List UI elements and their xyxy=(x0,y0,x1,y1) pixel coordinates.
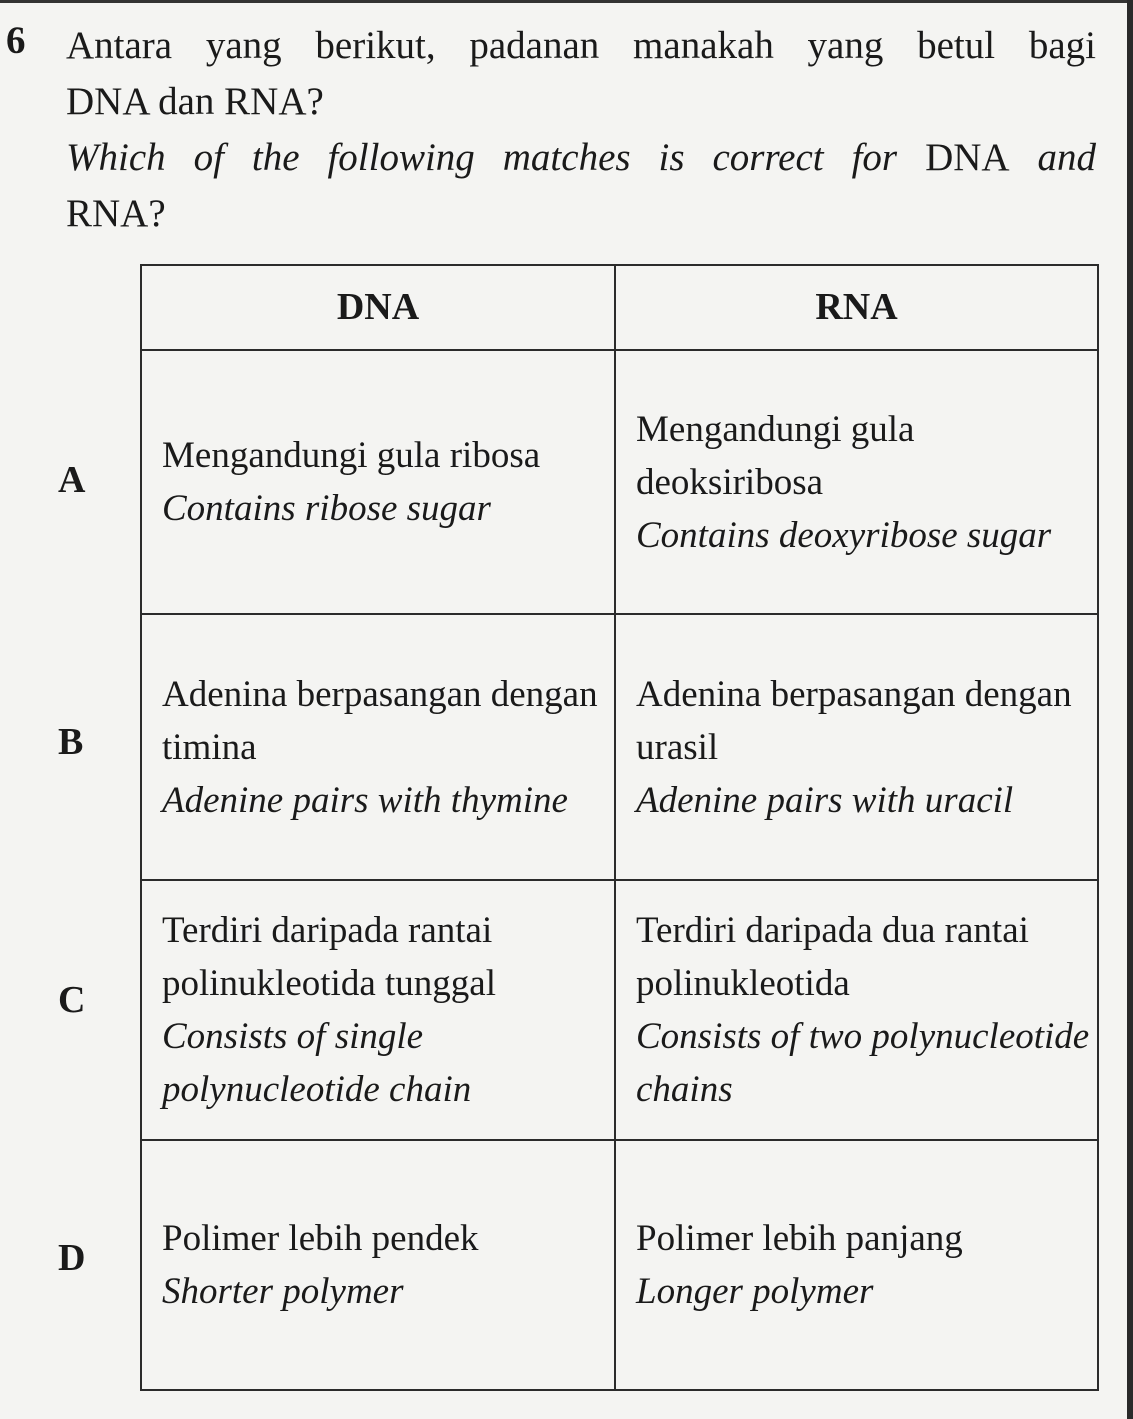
cell-malay-text: Adenina berpasangan dengan timina xyxy=(162,673,598,768)
question-text xyxy=(66,18,1096,242)
cell-malay-text: Mengandungi gula deoksiribosa xyxy=(636,408,915,503)
cell-malay-text: Polimer lebih panjang xyxy=(636,1218,963,1259)
cell-malay-text: Adenina berpasangan dengan urasil xyxy=(636,673,1072,768)
option-label-d[interactable]: D xyxy=(58,1237,86,1279)
table-row xyxy=(141,350,1098,614)
cell-rna xyxy=(615,1140,1098,1390)
cell-english-text: Consists of two polynucleotide chains xyxy=(636,1016,1090,1110)
cell-english-text: Adenine pairs with uracil xyxy=(636,779,1014,821)
option-label-b[interactable]: B xyxy=(58,721,84,763)
question-english-line2: RNA? xyxy=(66,192,166,235)
page-right-edge xyxy=(1127,0,1133,1419)
question-malay-line1: Antara yang berikut, padanan manakah yang betul bagi xyxy=(66,24,1096,67)
cell-english-text: Shorter polymer xyxy=(162,1271,404,1312)
cell-malay-text: Terdiri daripada dua rantai polinukleotida xyxy=(636,910,1029,1004)
option-label-c[interactable]: C xyxy=(58,979,86,1021)
answer-table xyxy=(140,264,1099,1391)
question-number: 6 xyxy=(6,19,26,62)
header-rna: RNA xyxy=(615,265,1098,350)
cell-rna xyxy=(615,880,1098,1140)
table-row xyxy=(141,614,1098,880)
cell-english-text: Adenine pairs with thymine xyxy=(162,779,568,821)
cell-malay-text: Terdiri daripada rantai polinukleotida tunggal xyxy=(162,910,496,1004)
cell-english-text: Consists of single polynucleotide chain xyxy=(162,1016,472,1110)
cell-dna xyxy=(141,350,615,614)
cell-rna xyxy=(615,614,1098,880)
cell-english-text: Longer polymer xyxy=(636,1271,874,1312)
question-malay-line2: DNA dan RNA? xyxy=(66,80,324,123)
page-top-edge xyxy=(0,0,1133,3)
table-header-row xyxy=(141,265,1098,350)
cell-english-text: Contains ribose sugar xyxy=(162,488,491,529)
question-english-pre: Which of the following matches is correct for xyxy=(66,136,898,179)
option-label-a[interactable]: A xyxy=(58,459,86,501)
cell-malay-text: Mengandungi gula ribosa xyxy=(162,435,541,476)
cell-english-text: Contains deoxyribose sugar xyxy=(636,514,1052,556)
cell-malay-text: Polimer lebih pendek xyxy=(162,1218,479,1259)
cell-dna xyxy=(141,1140,615,1390)
question-english-line1 xyxy=(66,130,1096,186)
cell-rna xyxy=(615,350,1098,614)
header-dna: DNA xyxy=(141,265,615,350)
question-english-and: and xyxy=(1037,136,1097,179)
question-english-dna: DNA xyxy=(925,136,1010,179)
cell-dna xyxy=(141,614,615,880)
cell-dna xyxy=(141,880,615,1140)
table-row xyxy=(141,1140,1098,1390)
table-row xyxy=(141,880,1098,1140)
